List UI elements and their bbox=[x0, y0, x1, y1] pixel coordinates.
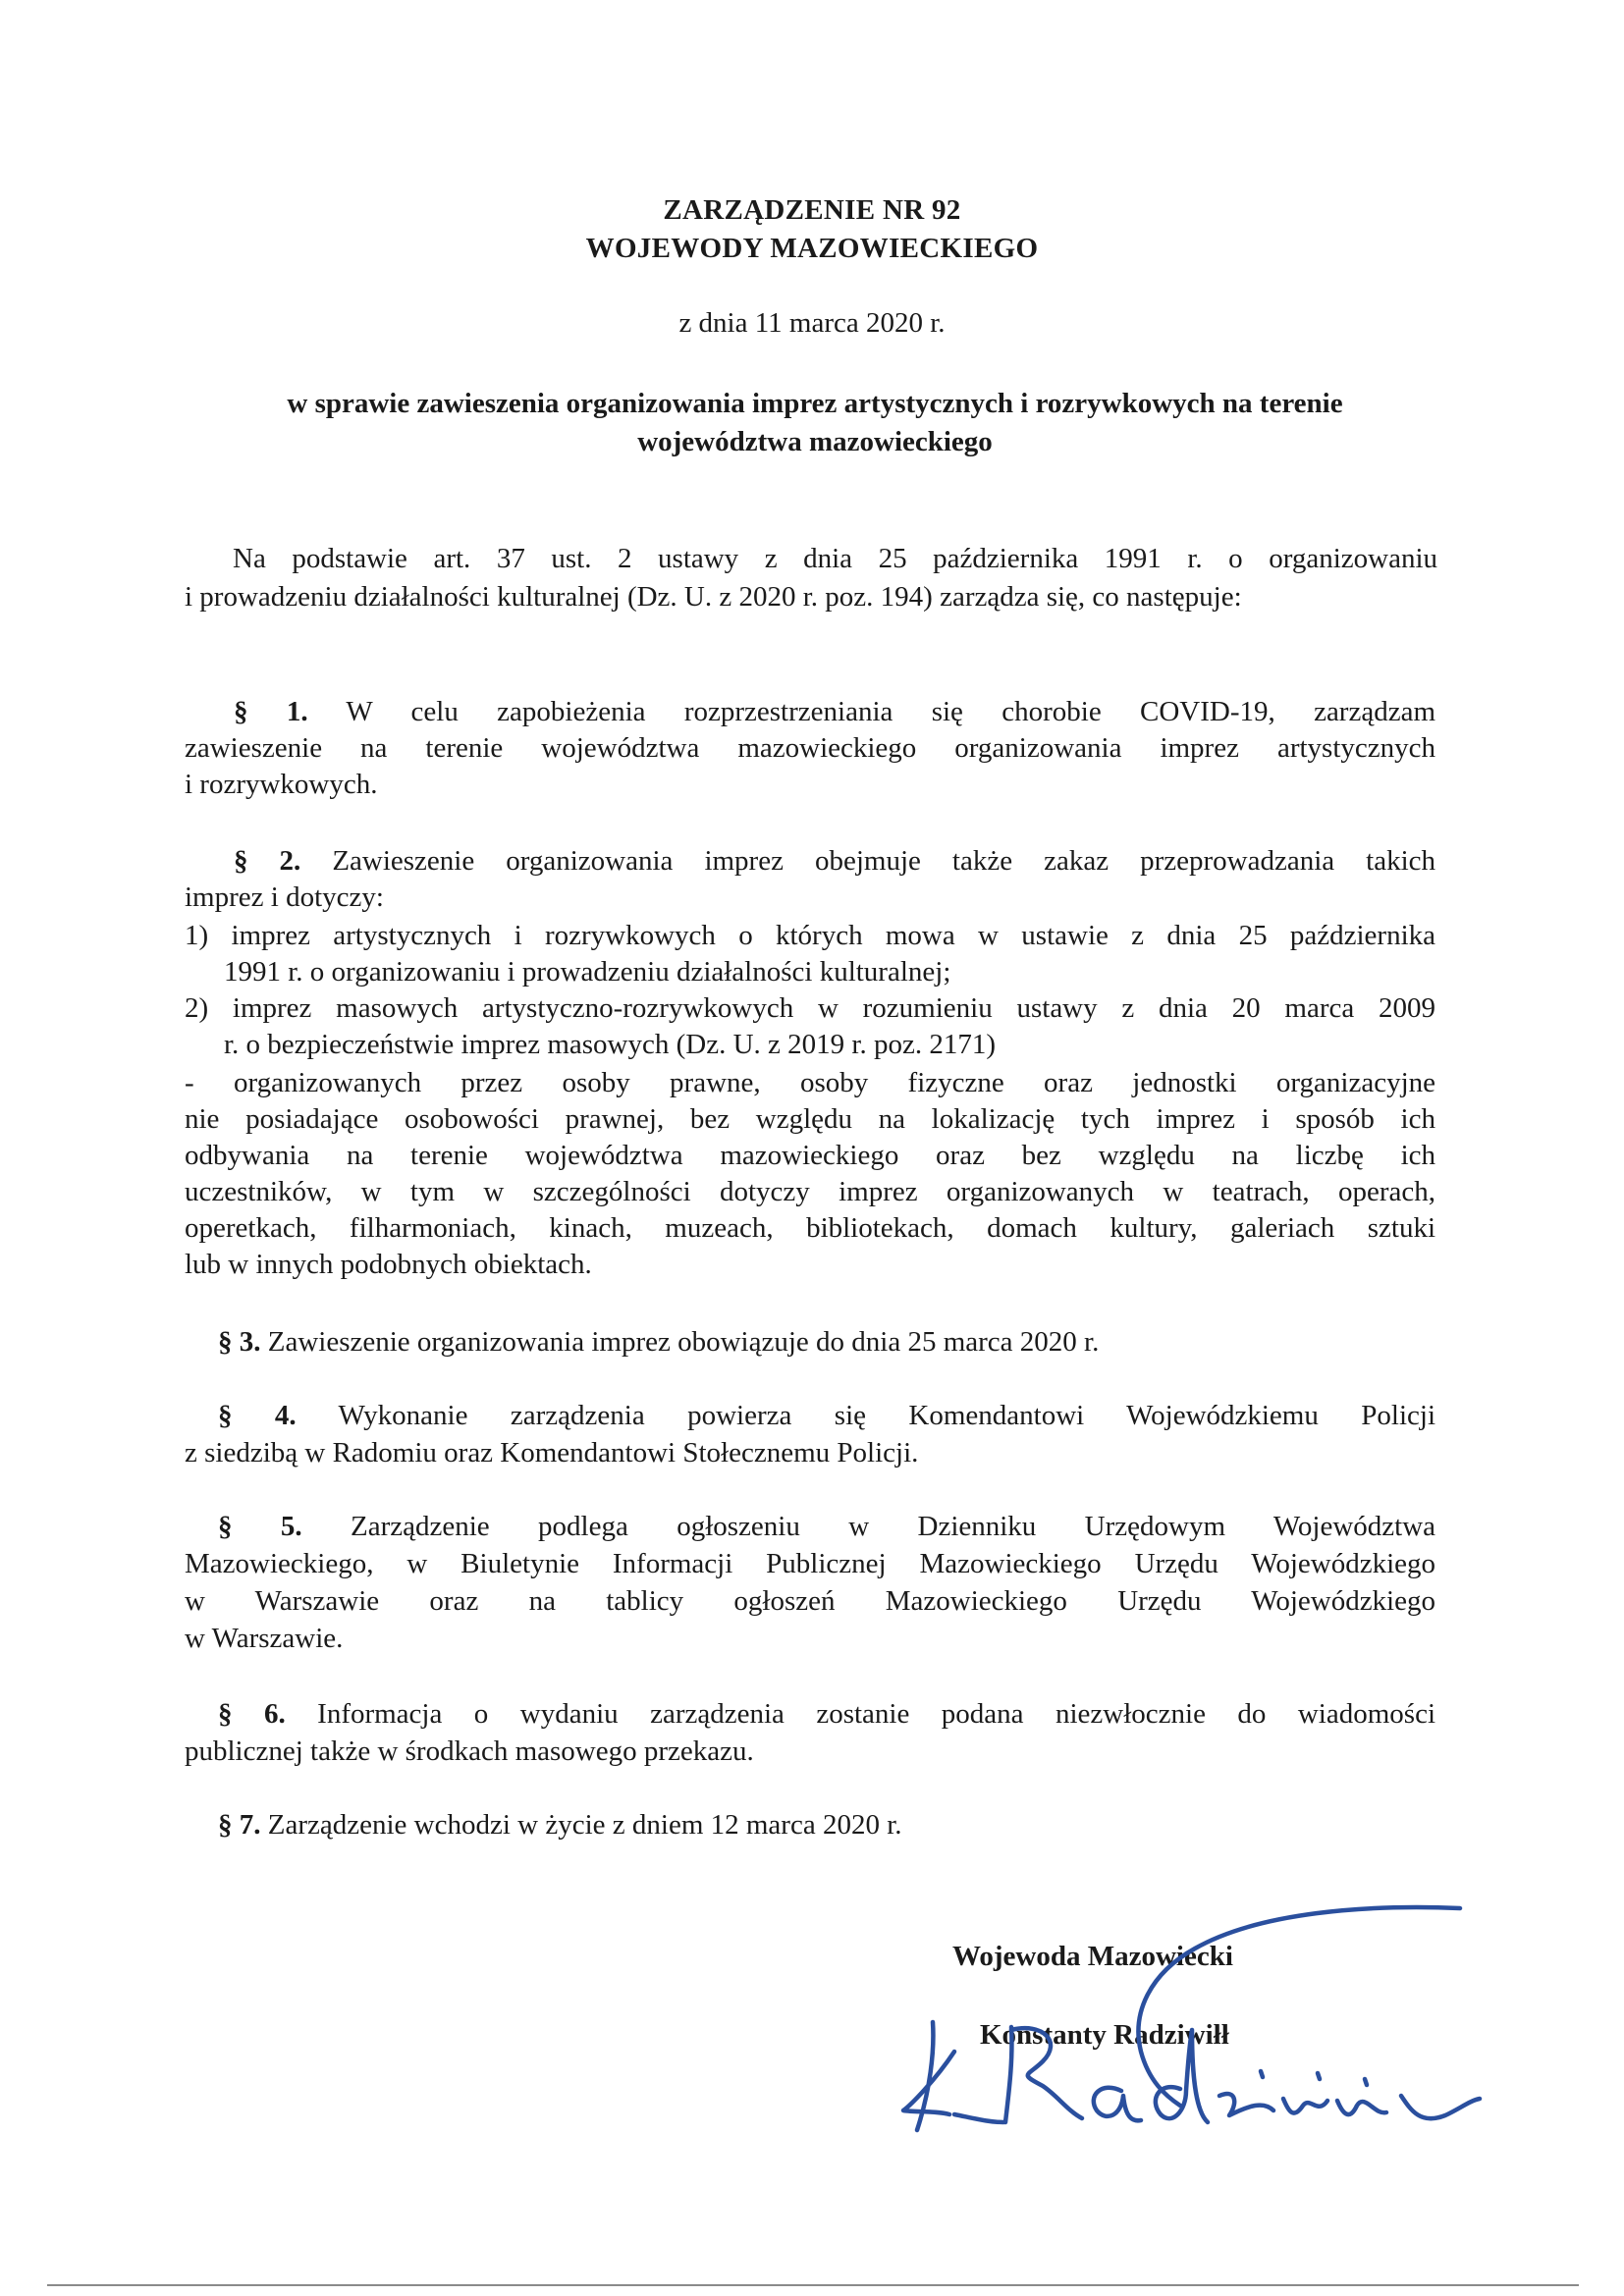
section-4-text: Wykonanie zarządzenia powierza się Komendantowi Wojewódzkiemu Policji bbox=[338, 1400, 1435, 1431]
section-2-text: Zawieszenie organizowania imprez obejmuje także zakaz przeprowadzania takich bbox=[332, 845, 1436, 877]
section-2-tail-line4: uczestników, w tym w szczególności dotyczy imprez organizowanych w teatrach, operach, bbox=[185, 1176, 1435, 1207]
section-1-text: W celu zapobieżenia rozprzestrzeniania się chorobie COVID-19, zarządzam bbox=[346, 696, 1436, 727]
section-4-line1 bbox=[218, 1397, 1435, 1434]
section-2-tail-line6: lub w innych podobnych obiektach. bbox=[185, 1249, 592, 1280]
section-2-tail-line3: odbywania na terenie województwa mazowieckiego oraz bez względu na liczbę ich bbox=[185, 1140, 1435, 1171]
section-1-line3: i rozrywkowych. bbox=[185, 769, 378, 800]
document-date: z dnia 11 marca 2020 r. bbox=[678, 307, 946, 339]
section-1-line2: zawieszenie na terenie województwa mazowieckiego organizowania imprez artystycznych bbox=[185, 732, 1435, 764]
section-2-mark: § 2. bbox=[234, 845, 301, 877]
section-6-line2: publicznej także w środkach masowego przekazu. bbox=[185, 1735, 754, 1767]
preamble-line1: Na podstawie art. 37 ust. 2 ustawy z dnia 25 października 1991 r. o organizowaniu bbox=[233, 543, 1437, 574]
section-1-line1 bbox=[234, 693, 1435, 730]
section-5-mark: § 5. bbox=[218, 1511, 302, 1542]
document-subject-line2: województwa mazowieckiego bbox=[637, 426, 993, 457]
preamble-line2: i prowadzeniu działalności kulturalnej (Dz. U. z 2020 r. poz. 194) zarządza się, co następuje: bbox=[185, 581, 1242, 613]
section-5-line1 bbox=[218, 1508, 1435, 1545]
section-2-line1 bbox=[234, 842, 1435, 880]
section-5-line2: Mazowieckiego, w Biuletynie Informacji Publicznej Mazowieckiego Urzędu Wojewódzkiego bbox=[185, 1548, 1435, 1579]
signatory-name: Konstanty Radziwiłł bbox=[980, 2019, 1229, 2051]
section-2-tail-line1: - organizowanych przez osoby prawne, osoby fizyczne oraz jednostki organizacyjne bbox=[185, 1067, 1435, 1098]
section-5-line3: w Warszawie oraz na tablicy ogłoszeń Mazowieckiego Urzędu Wojewódzkiego bbox=[185, 1585, 1435, 1617]
section-1-mark: § 1. bbox=[234, 696, 308, 727]
section-5-text: Zarządzenie podlega ogłoszeniu w Dzienniku Urzędowym Województwa bbox=[351, 1511, 1436, 1542]
signatory-role: Wojewoda Mazowiecki bbox=[952, 1941, 1233, 1972]
section-4-line2: z siedzibą w Radomiu oraz Komendantowi Stołecznemu Policji. bbox=[185, 1437, 919, 1468]
section-3 bbox=[218, 1323, 1435, 1361]
section-6-line1 bbox=[218, 1695, 1435, 1733]
section-2-tail-line5: operetkach, filharmoniach, kinach, muzeach, bibliotekach, domach kultury, galeriach sztuki bbox=[185, 1212, 1435, 1244]
section-3-mark: § 3. bbox=[218, 1326, 261, 1358]
page-bottom-rule bbox=[47, 2284, 1579, 2286]
section-6-mark: § 6. bbox=[218, 1698, 286, 1730]
document-title-line2: WOJEWODY MAZOWIECKIEGO bbox=[585, 233, 1039, 264]
section-5-line4: w Warszawie. bbox=[185, 1623, 344, 1654]
document-subject-line1: w sprawie zawieszenia organizowania imprez artystycznych i rozrywkowych na terenie bbox=[287, 388, 1343, 419]
section-2-item2-line1: 2) imprez masowych artystyczno-rozrywkowych w rozumieniu ustawy z dnia 20 marca 2009 bbox=[185, 992, 1435, 1024]
handwritten-signature bbox=[895, 1904, 1494, 2160]
section-2-item1-line2: 1991 r. o organizowaniu i prowadzeniu działalności kulturalnej; bbox=[224, 956, 951, 988]
section-2-line2: imprez i dotyczy: bbox=[185, 881, 384, 913]
section-7-text: Zarządzenie wchodzi w życie z dniem 12 marca 2020 r. bbox=[267, 1809, 902, 1841]
section-4-mark: § 4. bbox=[218, 1400, 297, 1431]
document-title-line1: ZARZĄDZENIE NR 92 bbox=[663, 194, 961, 226]
section-3-text: Zawieszenie organizowania imprez obowiązuje do dnia 25 marca 2020 r. bbox=[267, 1326, 1100, 1358]
section-2-tail-line2: nie posiadające osobowości prawnej, bez względu na lokalizację tych imprez i sposób ich bbox=[185, 1103, 1435, 1135]
section-7-mark: § 7. bbox=[218, 1809, 261, 1841]
section-2-item2-line2: r. o bezpieczeństwie imprez masowych (Dz. U. z 2019 r. poz. 2171) bbox=[224, 1029, 996, 1060]
section-2-item1-line1: 1) imprez artystycznych i rozrywkowych o których mowa w ustawie z dnia 25 października bbox=[185, 920, 1435, 951]
section-7 bbox=[218, 1806, 1435, 1843]
section-6-text: Informacja o wydaniu zarządzenia zostanie podana niezwłocznie do wiadomości bbox=[317, 1698, 1436, 1730]
